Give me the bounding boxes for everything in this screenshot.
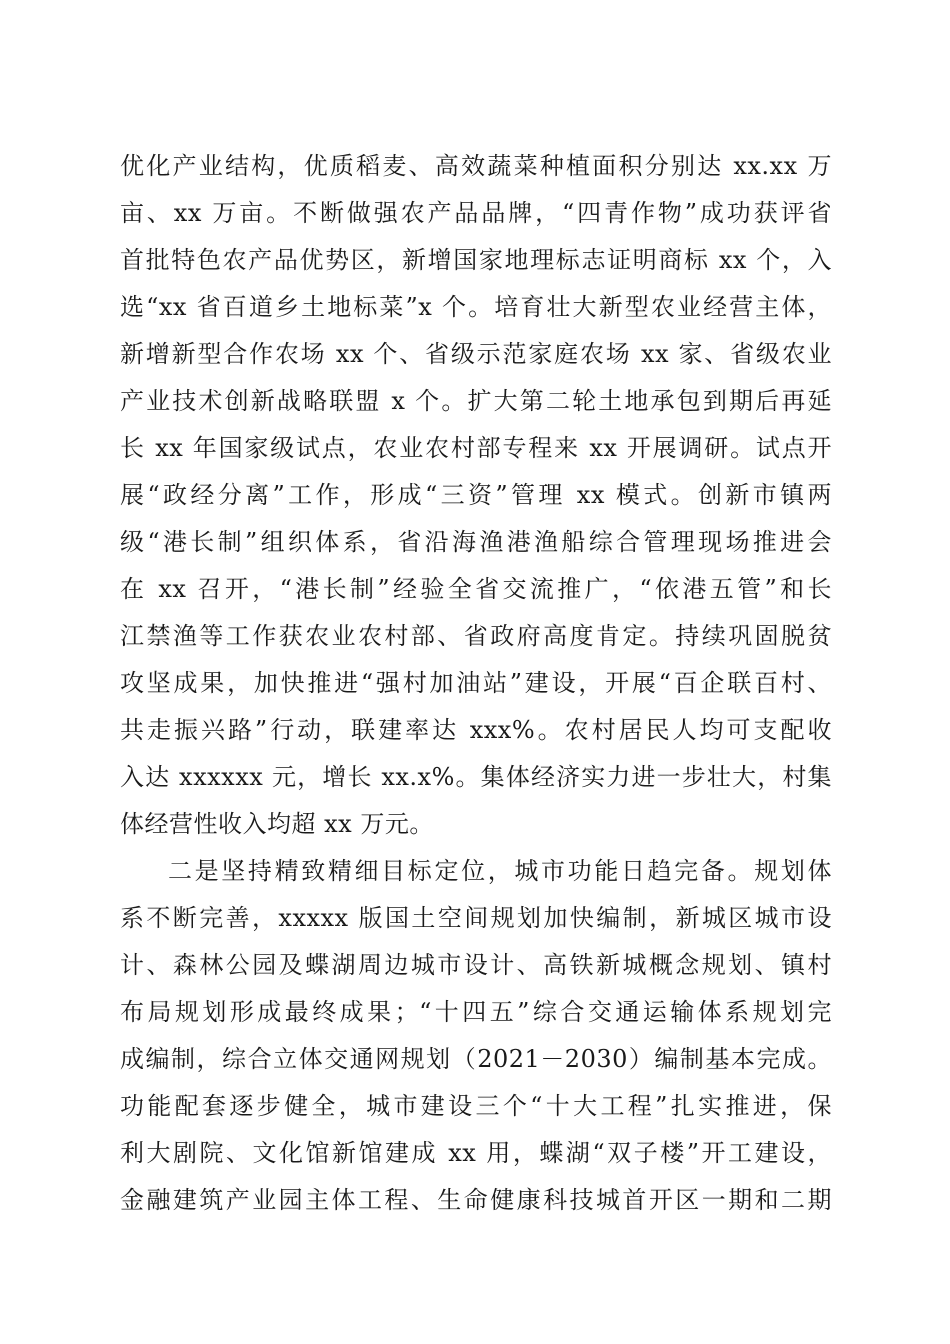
paragraph-1-line-8: 展“政经分离”工作，形成“三资”管理 xx 模式。创新市镇两 (120, 481, 832, 509)
paragraph-1-line-9: 级“港长制”组织体系，省沿海渔港渔船综合管理现场推进会 (120, 528, 832, 556)
paragraph-2-line-7: 利大剧院、文化馆新馆建成 xx 用，蝶湖“双子楼”开工建设， (120, 1139, 832, 1167)
paragraph-1-line-7: 长 xx 年国家级试点，农业农村部专程来 xx 开展调研。试点开 (120, 434, 832, 462)
paragraph-1-line-13: 共走振兴路”行动，联建率达 xxx%。农村居民人均可支配收 (120, 716, 832, 744)
paragraph-2-line-2: 系不断完善，xxxxx 版国土空间规划加快编制，新城区城市设 (120, 904, 832, 932)
paragraph-2-line-5: 成编制，综合立体交通网规划（2021－2030）编制基本完成。 (120, 1045, 832, 1073)
paragraph-2-line-1: 二是坚持精致精细目标定位，城市功能日趋完备。规划体 (168, 857, 832, 885)
paragraph-1-line-10: 在 xx 召开，“港长制”经验全省交流推广，“依港五管”和长 (120, 575, 832, 603)
paragraph-2-line-6: 功能配套逐步健全，城市建设三个“十大工程”扎实推进，保 (120, 1092, 832, 1120)
paragraph-1-line-6: 产业技术创新战略联盟 x 个。扩大第二轮土地承包到期后再延 (120, 387, 832, 415)
paragraph-1-line-4: 选“xx 省百道乡土地标菜”x 个。培育壮大新型农业经营主体， (120, 293, 832, 321)
paragraph-1-line-3: 首批特色农产品优势区，新增国家地理标志证明商标 xx 个，入 (120, 246, 832, 274)
paragraph-1-line-2: 亩、xx 万亩。不断做强农产品品牌，“四青作物”成功获评省 (120, 199, 832, 227)
paragraph-1-line-1: 优化产业结构，优质稻麦、高效蔬菜种植面积分别达 xx.xx 万 (120, 152, 832, 180)
paragraph-2-line-3: 计、森林公园及蝶湖周边城市设计、高铁新城概念规划、镇村 (120, 951, 832, 979)
paragraph-1-line-5: 新增新型合作农场 xx 个、省级示范家庭农场 xx 家、省级农业 (120, 340, 832, 368)
paragraph-1-line-14: 入达 xxxxxx 元，增长 xx.x%。集体经济实力进一步壮大，村集 (120, 763, 832, 791)
paragraph-2-line-8: 金融建筑产业园主体工程、生命健康科技城首开区一期和二期 (120, 1186, 832, 1214)
paragraph-2-line-4: 布局规划形成最终成果；“十四五”综合交通运输体系规划完 (120, 998, 832, 1026)
paragraph-1-line-11: 江禁渔等工作获农业农村部、省政府高度肯定。持续巩固脱贫 (120, 622, 832, 650)
paragraph-1-line-12: 攻坚成果，加快推进“强村加油站”建设，开展“百企联百村、 (120, 669, 832, 697)
paragraph-1-line-15: 体经营性收入均超 xx 万元。 (120, 810, 434, 838)
